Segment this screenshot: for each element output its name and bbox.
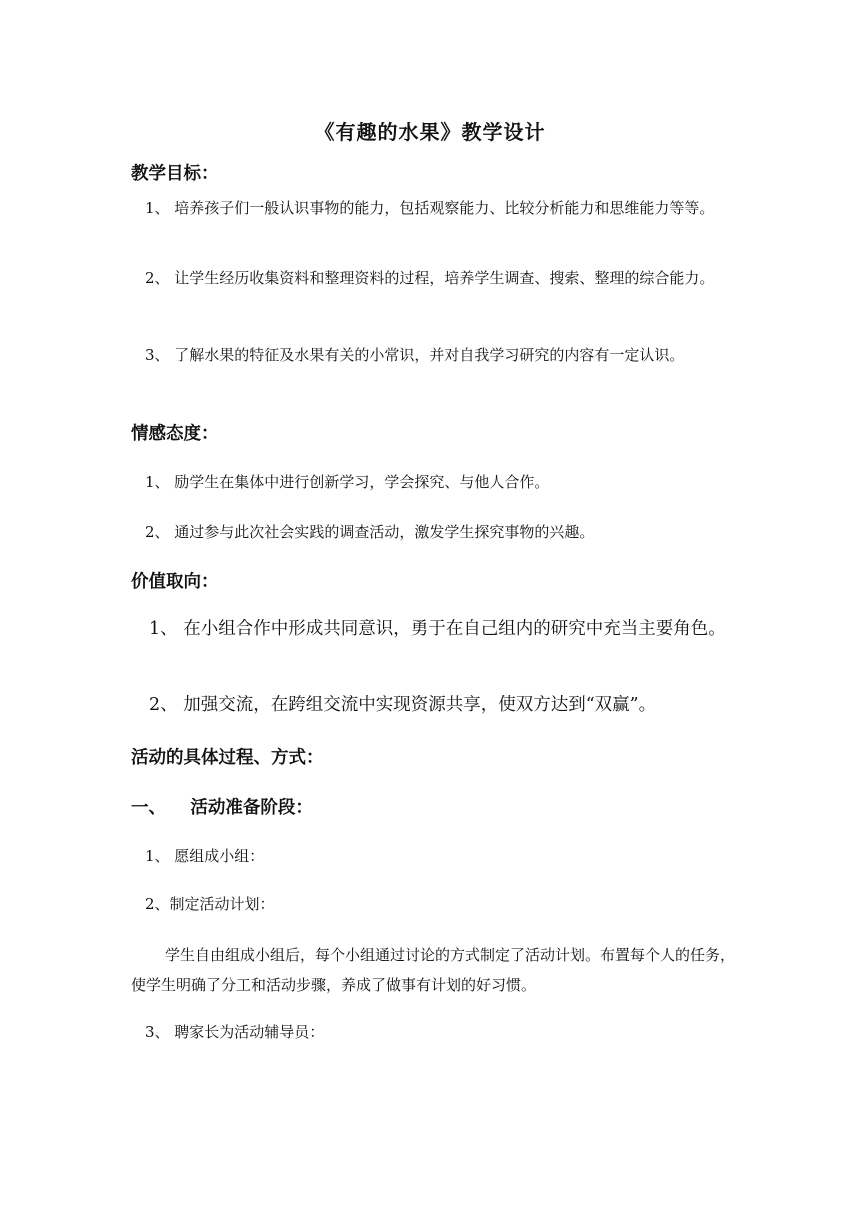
- section-heading-teaching-goals: 教学目标：: [131, 164, 219, 184]
- document-title: 《有趣的水果》教学设计: [314, 120, 546, 144]
- section-heading-emotional-attitude: 情感态度：: [131, 424, 219, 444]
- prep-item-2: 2、制定活动计划：: [145, 895, 275, 913]
- goal-item-2: 2、 让学生经历收集资料和整理资料的过程，培养学生调查、搜索、整理的综合能力。: [145, 269, 715, 287]
- subheading-preparation-stage: 一、 活动准备阶段：: [131, 798, 313, 818]
- value-item-1: 1、 在小组合作中形成共同意识，勇于在自己组内的研究中充当主要角色。: [149, 619, 726, 639]
- value-item-2: 2、 加强交流，在跨组交流中实现资源共享，使双方达到“双赢”。: [149, 695, 657, 715]
- prep-item-1: 1、 愿组成小组：: [145, 847, 265, 865]
- goal-item-1: 1、 培养孩子们一般认识事物的能力，包括观察能力、比较分析能力和思维能力等等。: [145, 199, 715, 217]
- section-heading-activity-process: 活动的具体过程、方式：: [131, 748, 324, 768]
- section-heading-value-orientation: 价值取向：: [131, 572, 219, 592]
- prep-paragraph: 学生自由组成小组后，每个小组通过讨论的方式制定了活动计划。布置每个人的任务，使学生明确了分工和活动步骤，养成了做事有计划的好习惯。: [131, 946, 736, 994]
- goal-item-3: 3、 了解水果的特征及水果有关的小常识，并对自我学习研究的内容有一定认识。: [145, 346, 685, 364]
- attitude-item-1: 1、 励学生在集体中进行创新学习，学会探究、与他人合作。: [145, 473, 550, 491]
- attitude-item-2: 2、 通过参与此次社会实践的调查活动，激发学生探究事物的兴趣。: [145, 523, 595, 541]
- prep-item-3: 3、 聘家长为活动辅导员：: [145, 1023, 325, 1041]
